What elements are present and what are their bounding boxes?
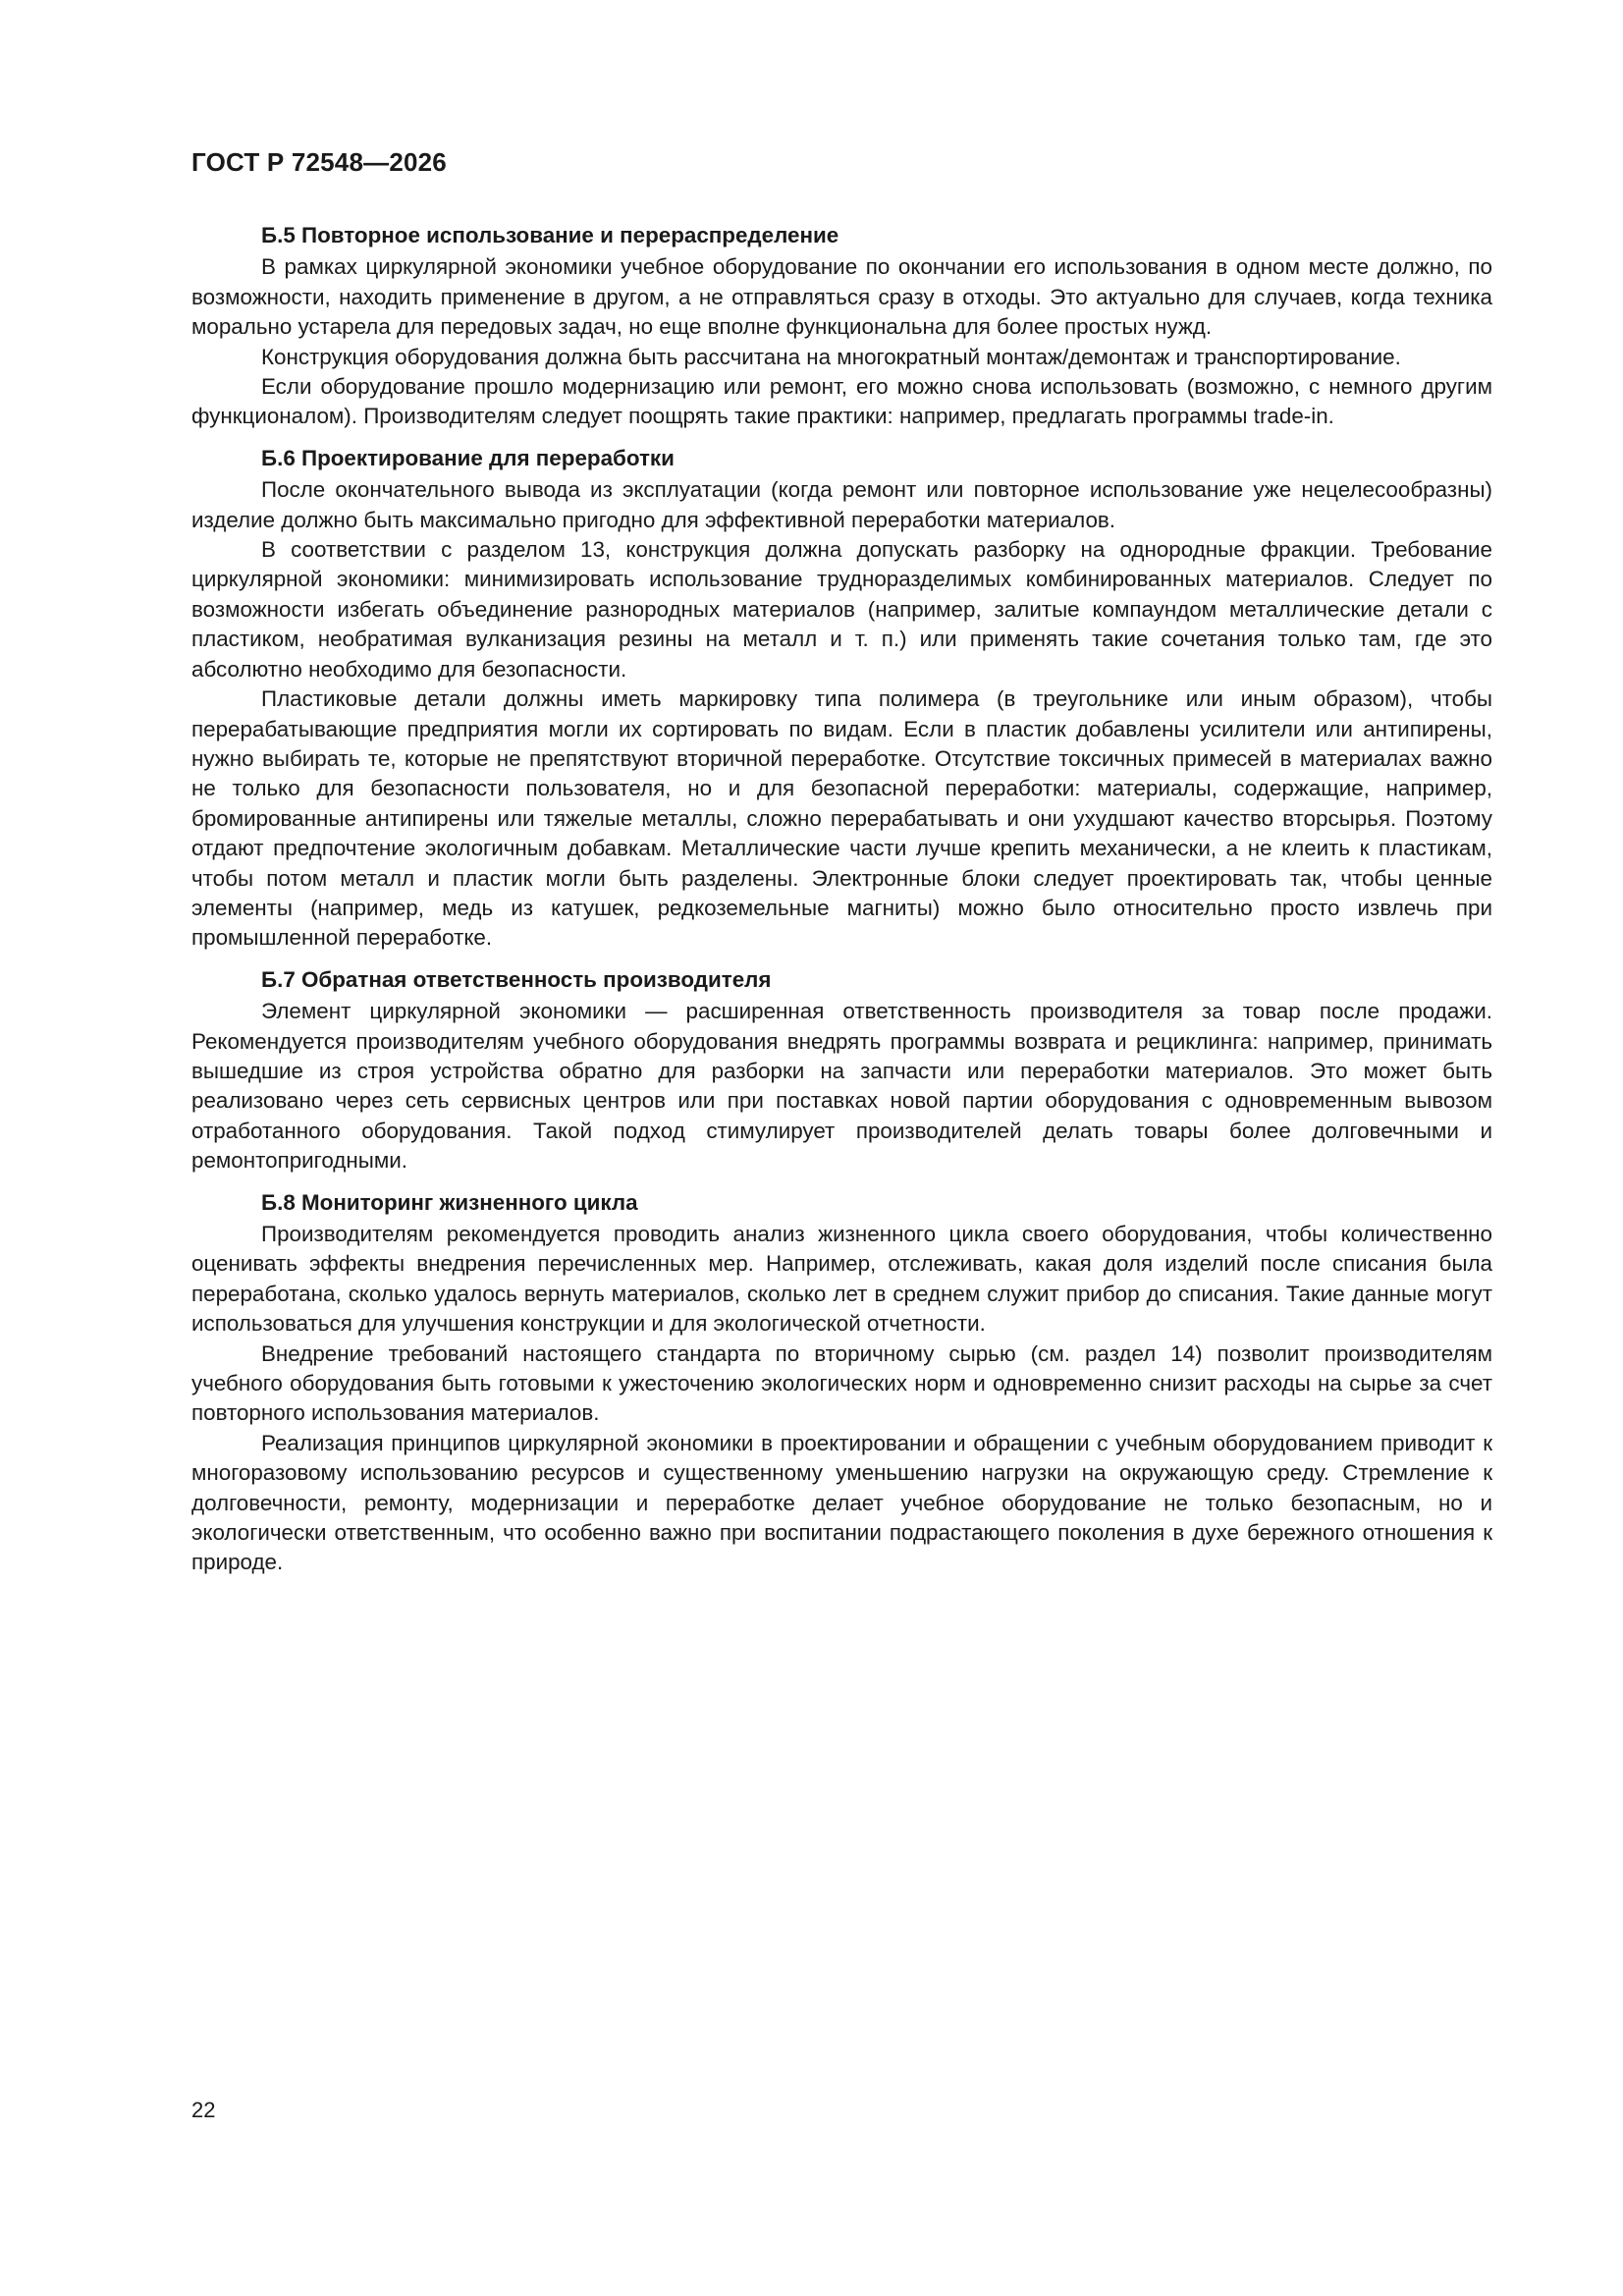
paragraph: Реализация принципов циркулярной экономики в проектировании и обращении с учебным оборудованием приводит к многоразовому использованию ресурсов и существенному уменьшению нагрузки на окружающую среду. Стремление к долговечности, ремонту, модернизации и переработке делает учебное оборудование не только безопасным, но и экологически ответственным, что особенно важно при воспитании подрастающего поколения в духе бережного отношения к природе.: [191, 1430, 1492, 1575]
section-b6: [191, 444, 1492, 954]
paragraph: Пластиковые детали должны иметь маркировку типа полимера (в треугольнике или иным образом), чтобы перерабатывающие предприятия могли их сортировать по видам. Если в пластик добавлены усилители или антипирены, нужно выбирать те, которые не препятствуют вторичной переработке. Отсутствие токсичных примесей в материалах важно не только для безопасности пользователя, но и для безопасной переработки: материалы, содержащие, например, бромированные антипирены или тяжелые металлы, сложно перерабатывать и они ухудшают качество вторсырья. Поэтому отдают предпочтение экологичным добавкам. Металлические части лучше крепить механически, а не клеить к пластикам, чтобы потом металл и пластик могли быть разделены. Электронные блоки следует проектировать так, чтобы ценные элементы (например, медь из катушек, редкоземельные магниты) можно было относительно просто извлечь при промышленной переработке.: [191, 686, 1492, 951]
section-heading: Б.6 Проектирование для переработки: [261, 445, 675, 470]
section-b5: [191, 221, 1492, 432]
section-heading: Б.8 Мониторинг жизненного цикла: [261, 1189, 638, 1215]
document-body: [191, 221, 1492, 1590]
paragraph: В соответствии с разделом 13, конструкция должна допускать разборку на однородные фракции. Требование циркулярной экономики: минимизировать использование трудноразделимых комбинированных материалов. Следует по возможности избегать объединение разнородных материалов (например, залитые компаундом металлические детали с пластиком, необратимая вулканизация резины на металл и т. п.) или применять такие сочетания только там, где это абсолютно необходимо для безопасности.: [191, 537, 1492, 682]
paragraph: После окончательного вывода из эксплуатации (когда ремонт или повторное использование уже нецелесообразны) изделие должно быть максимально пригодно для эффективной переработки материалов.: [191, 477, 1492, 532]
paragraph: В рамках циркулярной экономики учебное оборудование по окончании его использования в одном месте должно, по возможности, находить применение в другом, а не отправляться сразу в отходы. Это актуально для случаев, когда техника морально устарела для передовых задач, но еще вполне функциональна для более простых нужд.: [191, 254, 1492, 340]
paragraph: Конструкция оборудования должна быть рассчитана на многократный монтаж/демонтаж и транспортирование.: [261, 344, 1401, 369]
section-b7: [191, 965, 1492, 1176]
section-heading: Б.5 Повторное использование и перераспределение: [261, 223, 839, 247]
paragraph: Внедрение требований настоящего стандарта по вторичному сырью (см. раздел 14) позволит производителям учебного оборудования быть готовыми к ужесточению экологических норм и одновременно снизит расходы на сырье за счет повторного использования материалов.: [191, 1340, 1492, 1426]
page-number: 22: [191, 2098, 216, 2122]
section-heading: Б.7 Обратная ответственность производителя: [261, 966, 772, 992]
paragraph: Производителям рекомендуется проводить анализ жизненного цикла своего оборудования, чтобы количественно оценивать эффекты внедрения перечисленных мер. Например, отслеживать, какая доля изделий после списания была переработана, сколько удалось вернуть материалов, сколько лет в среднем служит прибор до списания. Такие данные могут использоваться для улучшения конструкции и для экологической отчетности.: [191, 1222, 1492, 1337]
paragraph: Элемент циркулярной экономики — расширенная ответственность производителя за товар после продажи. Рекомендуется производителям учебного оборудования внедрять программы возврата и рециклинга: например, принимать вышедшие из строя устройства обратно для разборки на запчасти или переработки материалов. Это может быть реализовано через сеть сервисных центров или при поставках новой партии оборудования с одновременным вывозом отработанного оборудования. Такой подход стимулирует производителей делать товары более долговечными и ремонтопригодными.: [191, 999, 1492, 1174]
paragraph: Если оборудование прошло модернизацию или ремонт, его можно снова использовать (возможно, с немного другим функционалом). Производителям следует поощрять такие практики: например, предлагать программы trade-in.: [191, 374, 1492, 429]
section-b8: [191, 1188, 1492, 1578]
document-header: ГОСТ Р 72548—2026: [191, 147, 447, 177]
